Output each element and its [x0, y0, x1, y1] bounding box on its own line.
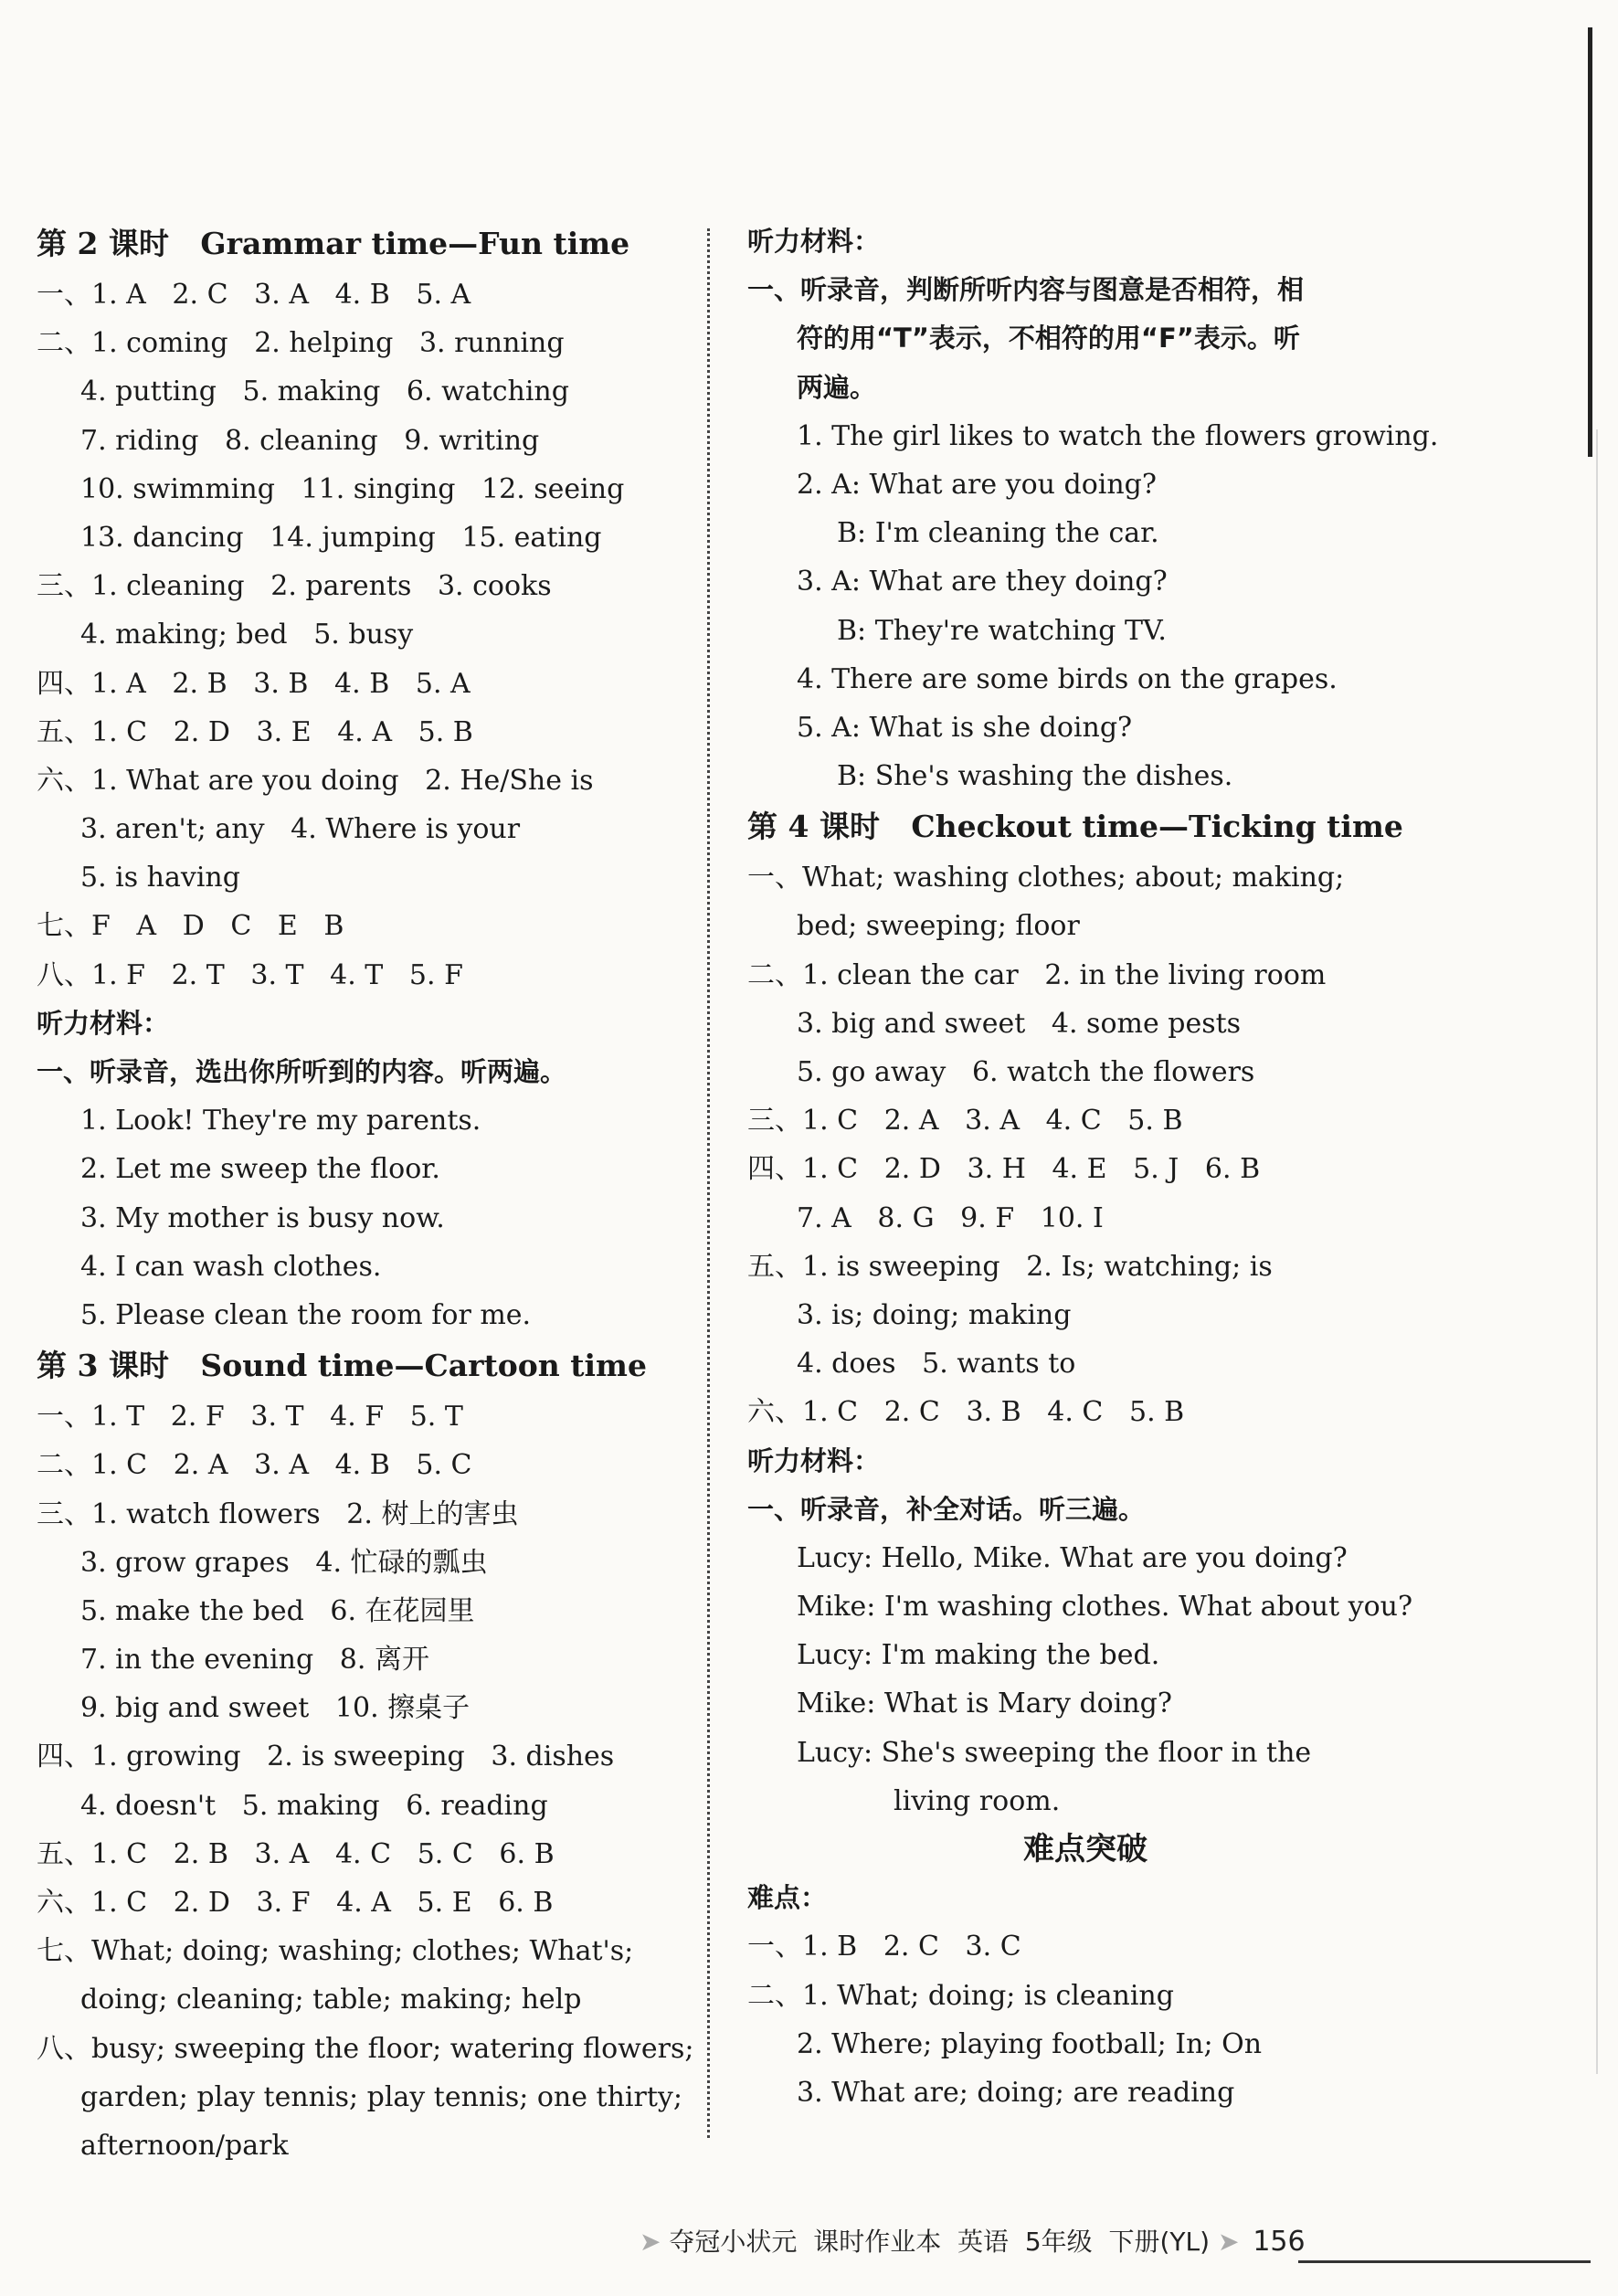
right-answer-line: 两遍。 [797, 371, 877, 403]
right-answer-line: 六、1. C 2. C 3. B 4. C 5. B [747, 1396, 1185, 1429]
footer-grade: 5年级 [1024, 2227, 1093, 2257]
right-answer-line: 二、1. clean the car 2. in the living room [747, 958, 1327, 991]
right-answer-line: 3. A: What are they doing? [797, 566, 1168, 598]
footer-brand: 夺冠小状元 [669, 2227, 798, 2257]
left-answer-line: 4. doesn't 5. making 6. reading [80, 1789, 548, 1822]
page-edge-mark [1588, 27, 1592, 457]
footer-arrow-right-icon: ➤ [1217, 2227, 1240, 2257]
left-answer-line: 一、1. T 2. F 3. T 4. F 5. T [37, 1401, 463, 1434]
right-answer-line: 3. What are; doing; are reading [797, 2076, 1235, 2109]
right-answer-line: Lucy: Hello, Mike. What are you doing? [797, 1541, 1348, 1574]
left-column [37, 217, 694, 2170]
left-answer-line: 二、1. coming 2. helping 3. running [37, 327, 565, 360]
left-answer-line: 5. Please clean the room for me. [80, 1298, 532, 1331]
right-answer-line: B: They're watching TV. [837, 614, 1167, 647]
right-answer-line: 听力材料： [747, 226, 881, 257]
right-answer-line: B: I'm cleaning the car. [837, 517, 1159, 550]
right-answer-line: 3. big and sweet 4. some pests [797, 1007, 1242, 1040]
left-answer-line: 五、1. C 2. B 3. A 4. C 5. C 6. B [37, 1837, 555, 1870]
left-answer-line: 7. riding 8. cleaning 9. writing [80, 424, 540, 457]
left-answer-line: 六、1. What are you doing 2. He/She is [37, 764, 594, 797]
right-answer-line: 1. The girl likes to watch the flowers growing. [797, 419, 1439, 452]
left-answer-line: 13. dancing 14. jumping 15. eating [80, 521, 602, 554]
right-answer-line: 符的用“T”表示，不相符的用“F”表示。听 [797, 323, 1300, 354]
left-answer-line: 七、What; doing; washing; clothes; What's; [37, 1935, 634, 1968]
footer-rule [1298, 2260, 1591, 2263]
right-answer-line: B: She's washing the dishes. [837, 760, 1233, 793]
page-footer [640, 2222, 1306, 2259]
right-answer-line: 4. There are some birds on the grapes. [797, 662, 1338, 695]
left-answer-line: 六、1. C 2. D 3. F 4. A 5. E 6. B [37, 1887, 554, 1919]
left-answer-line: 5. make the bed 6. 在花园里 [80, 1594, 475, 1627]
footer-volume: 下册(YL) [1108, 2227, 1211, 2257]
left-answer-line: 八、busy; sweeping the floor; watering flowers; [37, 2032, 694, 2065]
left-answer-line: 2. Let me sweep the floor. [80, 1153, 440, 1186]
right-answer-line: Mike: I'm washing clothes. What about you? [797, 1591, 1413, 1624]
right-column [747, 217, 1439, 2117]
right-answer-line: 一、1. B 2. C 3. C [747, 1931, 1021, 1963]
left-answer-line: 3. My mother is busy now. [80, 1201, 445, 1234]
left-answer-line: 4. putting 5. making 6. watching [80, 376, 569, 408]
right-answer-line: 听力材料： [747, 1444, 881, 1476]
right-answer-line: 2. A: What are you doing? [797, 468, 1157, 501]
left-answer-line: 八、1. F 2. T 3. T 4. T 5. F [37, 958, 463, 991]
right-answer-line: living room. [894, 1784, 1061, 1817]
right-answer-line: 难点突破 [1023, 1831, 1147, 1867]
footer-arrow-left-icon: ➤ [640, 2227, 661, 2257]
left-answer-line: 5. is having [80, 862, 240, 894]
left-answer-line: 听力材料： [37, 1007, 170, 1039]
right-answer-line: Mike: What is Mary doing? [797, 1688, 1172, 1720]
left-answer-line: 4. I can wash clothes. [80, 1250, 382, 1283]
left-answer-line: 四、1. growing 2. is sweeping 3. dishes [37, 1741, 615, 1773]
right-answer-line: 一、听录音，判断所听内容与图意是否相符，相 [747, 274, 1305, 306]
right-answer-line: 5. go away 6. watch the flowers [797, 1056, 1255, 1088]
right-answer-line: 难点： [747, 1882, 828, 1914]
right-answer-line: 5. A: What is she doing? [797, 711, 1133, 744]
left-answer-line: afternoon/park [80, 2129, 289, 2162]
right-answer-line: 3. is; doing; making [797, 1298, 1072, 1331]
left-answer-line: 4. making; bed 5. busy [80, 619, 414, 651]
right-answer-line: 一、What; washing clothes; about; making; [747, 862, 1345, 894]
left-answer-line: 3. grow grapes 4. 忙碌的瓢虫 [80, 1546, 488, 1579]
right-answer-line: Lucy: She's sweeping the floor in the [797, 1736, 1312, 1769]
right-answer-line: 三、1. C 2. A 3. A 4. C 5. B [747, 1105, 1183, 1137]
left-answer-line: 一、听录音，选出你所听到的内容。听两遍。 [37, 1056, 567, 1087]
left-answer-line: 五、1. C 2. D 3. E 4. A 5. B [37, 715, 473, 748]
left-answer-line: 七、F A D C E B [37, 910, 344, 943]
column-divider [707, 228, 710, 2138]
right-answer-line: 一、听录音，补全对话。听三遍。 [747, 1493, 1146, 1525]
left-answer-line: garden; play tennis; play tennis; one thirty; [80, 2080, 682, 2113]
left-answer-line: 四、1. A 2. B 3. B 4. B 5. A [37, 667, 471, 700]
left-answer-line: 二、1. C 2. A 3. A 4. B 5. C [37, 1449, 472, 1482]
left-answer-line: 第 2 课时 Grammar time—Fun time [37, 226, 630, 261]
left-answer-line: 9. big and sweet 10. 擦桌子 [80, 1692, 471, 1725]
right-answer-line: 7. A 8. G 9. F 10. I [797, 1201, 1104, 1234]
right-answer-line: Lucy: I'm making the bed. [797, 1639, 1160, 1672]
left-answer-line: 三、1. watch flowers 2. 树上的害虫 [37, 1497, 519, 1530]
footer-book: 课时作业本 [813, 2227, 942, 2257]
right-answer-line: 四、1. C 2. D 3. H 4. E 5. J 6. B [747, 1153, 1261, 1186]
footer-subject: 英语 [957, 2227, 1010, 2257]
left-answer-line: 3. aren't; any 4. Where is your [80, 813, 521, 846]
page-edge-shadow [1596, 429, 1598, 2074]
right-answer-line: bed; sweeping; floor [797, 910, 1080, 943]
left-answer-line: 10. swimming 11. singing 12. seeing [80, 472, 625, 505]
right-answer-line: 2. Where; playing football; In; On [797, 2027, 1263, 2060]
page-number: 156 [1253, 2226, 1306, 2258]
right-answer-line: 4. does 5. wants to [797, 1348, 1076, 1381]
left-answer-line: 第 3 课时 Sound time—Cartoon time [37, 1348, 647, 1384]
left-answer-line: 三、1. cleaning 2. parents 3. cooks [37, 570, 552, 603]
left-answer-line: doing; cleaning; table; making; help [80, 1984, 582, 2016]
left-answer-line: 一、1. A 2. C 3. A 4. B 5. A [37, 279, 471, 311]
right-answer-line: 二、1. What; doing; is cleaning [747, 1979, 1174, 2012]
left-answer-line: 7. in the evening 8. 离开 [80, 1644, 429, 1677]
right-answer-line: 第 4 课时 Checkout time—Ticking time [747, 809, 1403, 845]
right-answer-line: 五、1. is sweeping 2. Is; watching; is [747, 1250, 1273, 1283]
left-answer-line: 1. Look! They're my parents. [80, 1105, 481, 1137]
